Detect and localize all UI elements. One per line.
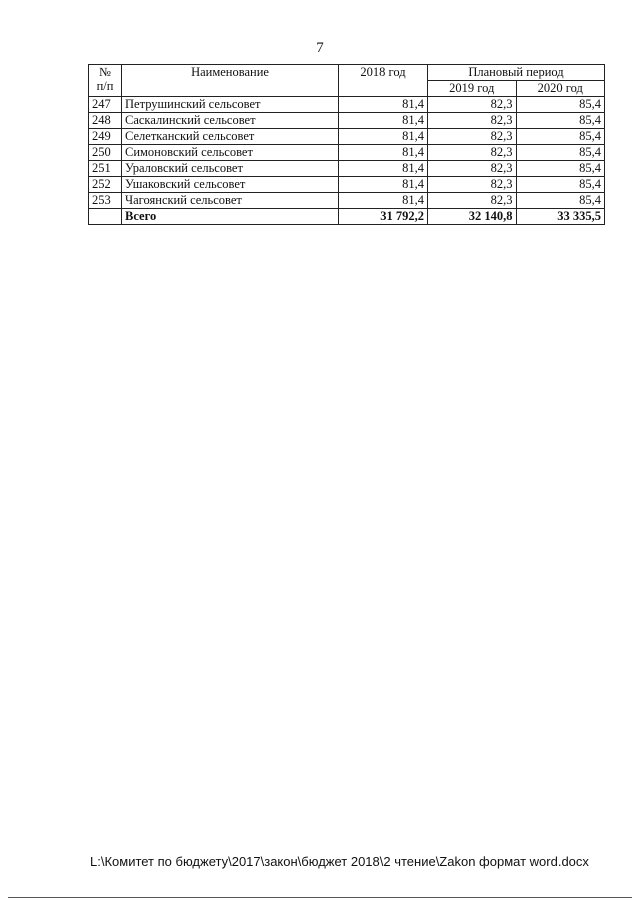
- row-value-2020: 85,4: [516, 113, 605, 129]
- row-value-2018: 81,4: [339, 161, 428, 177]
- row-number: 253: [89, 193, 122, 209]
- row-number: 250: [89, 145, 122, 161]
- row-value-2019: 82,3: [428, 129, 517, 145]
- table-row: [89, 145, 605, 161]
- row-value-2020: 85,4: [516, 145, 605, 161]
- row-value-2020: 85,4: [516, 97, 605, 113]
- row-name: Симоновский сельсовет: [122, 145, 339, 161]
- total-value-2019: 32 140,8: [428, 209, 517, 225]
- row-value-2019: 82,3: [428, 177, 517, 193]
- row-value-2019: 82,3: [428, 193, 517, 209]
- row-name: Чагоянский сельсовет: [122, 193, 339, 209]
- table-row: [89, 193, 605, 209]
- row-value-2019: 82,3: [428, 97, 517, 113]
- table-row: [89, 177, 605, 193]
- total-label: Всего: [122, 209, 339, 225]
- total-row-number: [89, 209, 122, 225]
- row-value-2020: 85,4: [516, 161, 605, 177]
- table-row: [89, 113, 605, 129]
- row-name: Петрушинский сельсовет: [122, 97, 339, 113]
- table-row: [89, 129, 605, 145]
- row-number: 252: [89, 177, 122, 193]
- total-value-2020: 33 335,5: [516, 209, 605, 225]
- row-number: 247: [89, 97, 122, 113]
- header-number: [89, 65, 122, 97]
- row-name: Ураловский сельсовет: [122, 161, 339, 177]
- row-value-2019: 82,3: [428, 161, 517, 177]
- header-2018: 2018 год: [339, 65, 428, 97]
- row-name: Саскалинский сельсовет: [122, 113, 339, 129]
- bottom-rule: [8, 897, 632, 898]
- header-2020: 2020 год: [516, 81, 605, 97]
- footer-file-path: L:\Комитет по бюджету\2017\закон\бюджет 2018\2 чтение\Zakon формат word.docx: [90, 854, 589, 869]
- row-name: Селетканский сельсовет: [122, 129, 339, 145]
- row-number: 251: [89, 161, 122, 177]
- row-number: 249: [89, 129, 122, 145]
- header-number-symbol: №: [99, 65, 111, 79]
- table-row: [89, 97, 605, 113]
- header-2019: 2019 год: [428, 81, 517, 97]
- row-number: 248: [89, 113, 122, 129]
- row-value-2018: 81,4: [339, 97, 428, 113]
- row-value-2018: 81,4: [339, 129, 428, 145]
- header-name: Наименование: [122, 65, 339, 97]
- table-header-row: [89, 65, 605, 81]
- row-value-2018: 81,4: [339, 193, 428, 209]
- total-value-2018: 31 792,2: [339, 209, 428, 225]
- row-name: Ушаковский сельсовет: [122, 177, 339, 193]
- row-value-2020: 85,4: [516, 193, 605, 209]
- row-value-2020: 85,4: [516, 177, 605, 193]
- row-value-2019: 82,3: [428, 113, 517, 129]
- header-number-abbr: п/п: [96, 79, 114, 93]
- page-number: 7: [316, 40, 324, 56]
- total-row: [89, 209, 605, 225]
- row-value-2018: 81,4: [339, 145, 428, 161]
- row-value-2018: 81,4: [339, 113, 428, 129]
- header-planned-period: Плановый период: [428, 65, 605, 81]
- budget-table: [88, 64, 605, 225]
- row-value-2020: 85,4: [516, 129, 605, 145]
- table-row: [89, 161, 605, 177]
- row-value-2018: 81,4: [339, 177, 428, 193]
- row-value-2019: 82,3: [428, 145, 517, 161]
